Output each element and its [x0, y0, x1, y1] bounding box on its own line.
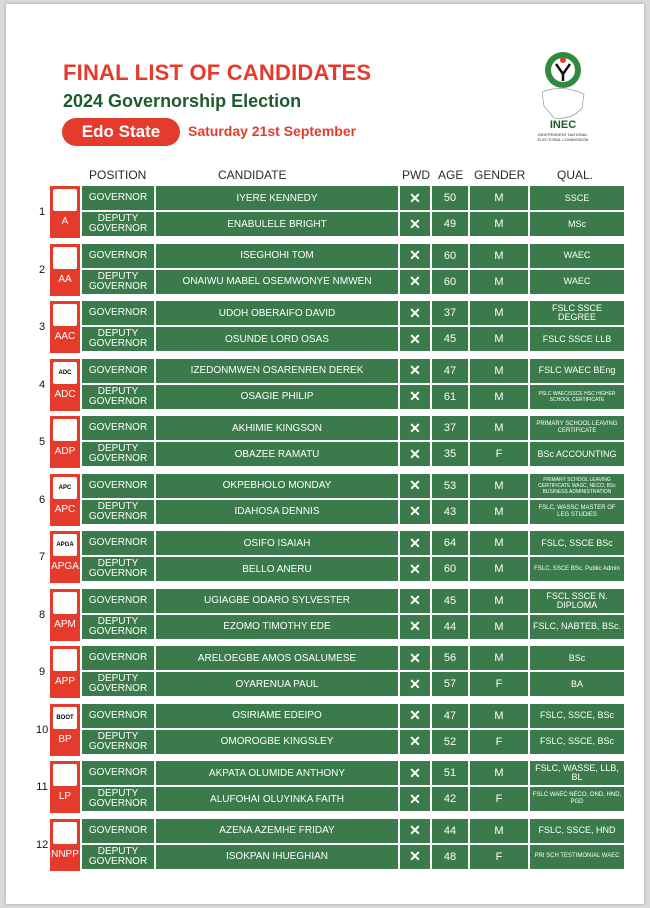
gender-cell: M [470, 704, 528, 728]
gender-cell: M [470, 474, 528, 498]
qualification-cell: FSLC SSCE DEGREE [530, 301, 624, 325]
pwd-cell: ✕ [400, 615, 430, 639]
pwd-cell: ✕ [400, 416, 430, 440]
age-cell: 45 [432, 589, 468, 613]
gender-cell: F [470, 672, 528, 696]
pwd-cell: ✕ [400, 531, 430, 555]
age-cell: 37 [432, 416, 468, 440]
party-acronym: APM [54, 618, 76, 630]
table-row [50, 474, 624, 501]
candidate-cell: ARELOEGBE AMOS OSALUMESE [156, 646, 398, 670]
qualification-cell: FSCL SSCE N. DIPLOMA [530, 589, 624, 613]
pwd-cell: ✕ [400, 327, 430, 351]
candidate-cell: OBAZEE RAMATU [156, 442, 398, 466]
candidate-cell: AKPATA OLUMIDE ANTHONY [156, 761, 398, 785]
qualification-cell: FSLC WAEC BEng [530, 359, 624, 383]
position-cell: GOVERNOR [82, 474, 154, 498]
position-cell: DEPUTY GOVERNOR [82, 557, 154, 581]
pwd-cell: ✕ [400, 589, 430, 613]
gender-cell: M [470, 301, 528, 325]
age-cell: 53 [432, 474, 468, 498]
candidate-cell: OSAGIE PHILIP [156, 385, 398, 409]
qualification-cell: SSCE [530, 186, 624, 210]
age-cell: 35 [432, 442, 468, 466]
qualification-cell: PSLC WAEC/SSCE HSC HIGHER SCHOOL CERTIFICATE [530, 385, 624, 409]
party-number: 1 [38, 206, 46, 218]
gender-cell: M [470, 385, 528, 409]
position-cell: GOVERNOR [82, 761, 154, 785]
age-cell: 56 [432, 646, 468, 670]
table-row [50, 557, 624, 584]
gender-cell: M [470, 416, 528, 440]
table-row [50, 442, 624, 469]
party-acronym: AAC [54, 331, 76, 342]
age-cell: 64 [432, 531, 468, 555]
position-cell: GOVERNOR [82, 531, 154, 555]
candidate-cell: OSIRIAME EDEIPO [156, 704, 398, 728]
pwd-cell: ✕ [400, 500, 430, 524]
candidate-cell: IYERE KENNEDY [156, 186, 398, 210]
party-acronym: BP [58, 733, 72, 745]
party-acronym: APP [54, 676, 75, 687]
age-cell: 50 [432, 186, 468, 210]
position-cell: DEPUTY GOVERNOR [82, 730, 154, 754]
col-qual: QUAL. [557, 168, 594, 182]
candidate-cell: BELLO ANERU [156, 557, 398, 581]
qualification-cell: FSLC, SSCE BSc. Public Admin [530, 557, 624, 581]
party-number: 9 [38, 666, 46, 678]
position-cell: DEPUTY GOVERNOR [82, 212, 154, 236]
party-number: 6 [38, 493, 46, 506]
table-row [50, 730, 624, 757]
table-row [50, 416, 624, 443]
candidate-cell: UGIAGBE ODARO SYLVESTER [156, 589, 398, 613]
table-row [50, 672, 624, 699]
qualification-cell: FSLC, SSCE BSc [530, 531, 624, 555]
qualification-cell: BSc [530, 646, 624, 670]
table-row [50, 301, 624, 328]
pwd-cell: ✕ [400, 845, 430, 869]
qualification-cell: WAEC [530, 244, 624, 268]
candidate-cell: OKPEBHOLO MONDAY [156, 474, 398, 498]
table-row [50, 845, 624, 872]
position-cell: DEPUTY GOVERNOR [82, 270, 154, 294]
gender-cell: M [470, 761, 528, 785]
pwd-cell: ✕ [400, 244, 430, 268]
candidate-cell: ISOKPAN IHUEGHIAN [156, 845, 398, 869]
party-logo-icon: APC [53, 477, 77, 499]
position-cell: DEPUTY GOVERNOR [82, 672, 154, 696]
party-number: 5 [38, 436, 46, 448]
table-row [50, 186, 624, 213]
candidate-cell: UDOH OBERAIFO DAVID [156, 301, 398, 325]
gender-cell: M [470, 212, 528, 236]
gender-cell: M [470, 244, 528, 268]
candidate-cell: AZENA AZEMHE FRIDAY [156, 819, 398, 843]
party-acronym: ADP [54, 446, 76, 457]
position-cell: DEPUTY GOVERNOR [82, 327, 154, 351]
party-acronym: A [61, 216, 69, 227]
gender-cell: M [470, 819, 528, 843]
pwd-cell: ✕ [400, 787, 430, 811]
position-cell: GOVERNOR [82, 704, 154, 728]
gender-cell: M [470, 359, 528, 383]
position-cell: DEPUTY GOVERNOR [82, 845, 154, 869]
party-logo-icon: BOOT [53, 707, 77, 729]
candidate-cell: AKHIMIE KINGSON [156, 416, 398, 440]
candidate-cell: EZOMO TIMOTHY EDE [156, 615, 398, 639]
party-acronym: LP [58, 791, 72, 802]
qualification-cell: PRIMARY SCHOOL LEAVING CERTIFICATE [530, 416, 624, 440]
pwd-cell: ✕ [400, 730, 430, 754]
party-acronym: APGA [51, 561, 79, 572]
party-number: 7 [38, 551, 46, 563]
position-cell: GOVERNOR [82, 646, 154, 670]
pwd-cell: ✕ [400, 442, 430, 466]
age-cell: 57 [432, 672, 468, 696]
col-pwd: PWD [402, 168, 430, 182]
qualification-cell: FSLC SSCE LLB [530, 327, 624, 351]
document-page [6, 4, 644, 904]
party-number: 10 [36, 723, 49, 736]
qualification-cell: FSLC, WASSC MASTER OF LEG STUDIES [530, 500, 624, 524]
qualification-cell: WAEC [530, 270, 624, 294]
qualification-cell: FSLC WAEC NECO, OND, HND, PGD [530, 787, 624, 811]
table-row [50, 787, 624, 814]
qualification-cell: FSLC, SSCE, BSc [530, 704, 624, 728]
pwd-cell: ✕ [400, 385, 430, 409]
position-cell: GOVERNOR [82, 416, 154, 440]
qualification-cell: FSLC, SSCE, HND [530, 819, 624, 843]
party-number: 12 [36, 838, 49, 851]
pwd-cell: ✕ [400, 646, 430, 670]
party-logo-icon: ADC [53, 362, 77, 384]
age-cell: 42 [432, 787, 468, 811]
age-cell: 44 [432, 615, 468, 639]
table-row [50, 244, 624, 271]
position-cell: GOVERNOR [82, 244, 154, 268]
party-acronym: ADC [54, 388, 76, 400]
age-cell: 37 [432, 301, 468, 325]
age-cell: 51 [432, 761, 468, 785]
qualification-cell: PRIMARY SCHOOL LEAVING CERTIFICATE WASC, NECO, BSc BUSINESS ADMINISTRATION [530, 474, 624, 498]
qualification-cell: BA [530, 672, 624, 696]
inec-caption: INDEPENDENT NATIONAL ELECTORAL COMMISSION [537, 132, 589, 142]
party-acronym: APC [54, 503, 76, 515]
candidate-cell: ONAIWU MABEL OSEMWONYE NMWEN [156, 270, 398, 294]
gender-cell: M [470, 270, 528, 294]
pwd-cell: ✕ [400, 557, 430, 581]
gender-cell: F [470, 787, 528, 811]
gender-cell: M [470, 500, 528, 524]
gender-cell: M [470, 557, 528, 581]
gender-cell: M [470, 327, 528, 351]
state-badge: Edo State [62, 118, 180, 146]
table-row [50, 500, 624, 527]
pwd-cell: ✕ [400, 474, 430, 498]
election-date: Saturday 21st September [188, 123, 357, 139]
position-cell: DEPUTY GOVERNOR [82, 385, 154, 409]
table-row [50, 704, 624, 731]
pwd-cell: ✕ [400, 301, 430, 325]
age-cell: 43 [432, 500, 468, 524]
candidate-cell: IDAHOSA DENNIS [156, 500, 398, 524]
qualification-cell: FSLC, WASSE, LLB, BL [530, 761, 624, 785]
candidate-cell: ALUFOHAI OLUYINKA FAITH [156, 787, 398, 811]
col-candidate: CANDIDATE [218, 168, 287, 182]
party-number: 11 [36, 781, 48, 793]
age-cell: 60 [432, 557, 468, 581]
gender-cell: F [470, 442, 528, 466]
party-acronym: AA [58, 273, 72, 285]
table-row [50, 270, 624, 297]
gender-cell: F [470, 845, 528, 869]
gender-cell: M [470, 615, 528, 639]
party-logo-icon: APGA [53, 534, 77, 556]
qualification-cell: MSc [530, 212, 624, 236]
candidate-cell: IZEDONMWEN OSARENREN DEREK [156, 359, 398, 383]
position-cell: GOVERNOR [82, 186, 154, 210]
age-cell: 47 [432, 704, 468, 728]
gender-cell: F [470, 730, 528, 754]
position-cell: GOVERNOR [82, 589, 154, 613]
candidate-cell: OMOROGBE KINGSLEY [156, 730, 398, 754]
candidate-cell: OSUNDE LORD OSAS [156, 327, 398, 351]
qualification-cell: FSLC, NABTEB, BSc. [530, 615, 624, 639]
position-cell: DEPUTY GOVERNOR [82, 500, 154, 524]
col-gender: GENDER [474, 168, 526, 182]
gender-cell: M [470, 186, 528, 210]
qualification-cell: FSLC, SSCE, BSc [530, 730, 624, 754]
party-number: 3 [38, 321, 46, 333]
table-row [50, 589, 624, 616]
candidate-cell: OSIFO ISAIAH [156, 531, 398, 555]
table-row [50, 615, 624, 642]
party-acronym: NNPP [51, 848, 79, 860]
age-cell: 48 [432, 845, 468, 869]
age-cell: 49 [432, 212, 468, 236]
table-row [50, 646, 624, 673]
candidate-cell: ENABULELE BRIGHT [156, 212, 398, 236]
col-age: AGE [438, 168, 464, 182]
table-row [50, 385, 624, 412]
age-cell: 47 [432, 359, 468, 383]
candidate-cell: OYARENUA PAUL [156, 672, 398, 696]
pwd-cell: ✕ [400, 186, 430, 210]
table-row [50, 359, 624, 386]
position-cell: GOVERNOR [82, 359, 154, 383]
qualification-cell: PRI SCH TESTIMONIAL WAEC [530, 845, 624, 869]
table-row [50, 819, 624, 846]
party-number: 2 [38, 263, 46, 276]
page-subtitle: 2024 Governorship Election [63, 91, 302, 111]
page-title: FINAL LIST OF CANDIDATES [63, 60, 372, 85]
gender-cell: M [470, 646, 528, 670]
candidate-cell: ISEGHOHI TOM [156, 244, 398, 268]
position-cell: DEPUTY GOVERNOR [82, 442, 154, 466]
age-cell: 60 [432, 244, 468, 268]
party-number: 4 [38, 378, 46, 391]
age-cell: 60 [432, 270, 468, 294]
position-cell: DEPUTY GOVERNOR [82, 615, 154, 639]
table-row [50, 212, 624, 239]
position-cell: GOVERNOR [82, 301, 154, 325]
pwd-cell: ✕ [400, 819, 430, 843]
position-cell: GOVERNOR [82, 819, 154, 843]
pwd-cell: ✕ [400, 761, 430, 785]
pwd-cell: ✕ [400, 672, 430, 696]
age-cell: 45 [432, 327, 468, 351]
party-number: 8 [38, 608, 46, 621]
age-cell: 44 [432, 819, 468, 843]
pwd-cell: ✕ [400, 212, 430, 236]
gender-cell: M [470, 531, 528, 555]
pwd-cell: ✕ [400, 270, 430, 294]
age-cell: 61 [432, 385, 468, 409]
gender-cell: M [470, 589, 528, 613]
table-row [50, 761, 624, 788]
pwd-cell: ✕ [400, 359, 430, 383]
position-cell: DEPUTY GOVERNOR [82, 787, 154, 811]
qualification-cell: BSc ACCOUNTING [530, 442, 624, 466]
col-position: POSITION [89, 168, 147, 182]
table-row [50, 327, 624, 354]
age-cell: 52 [432, 730, 468, 754]
table-row [50, 531, 624, 558]
inec-logo-text: INEC [549, 119, 577, 131]
pwd-cell: ✕ [400, 704, 430, 728]
